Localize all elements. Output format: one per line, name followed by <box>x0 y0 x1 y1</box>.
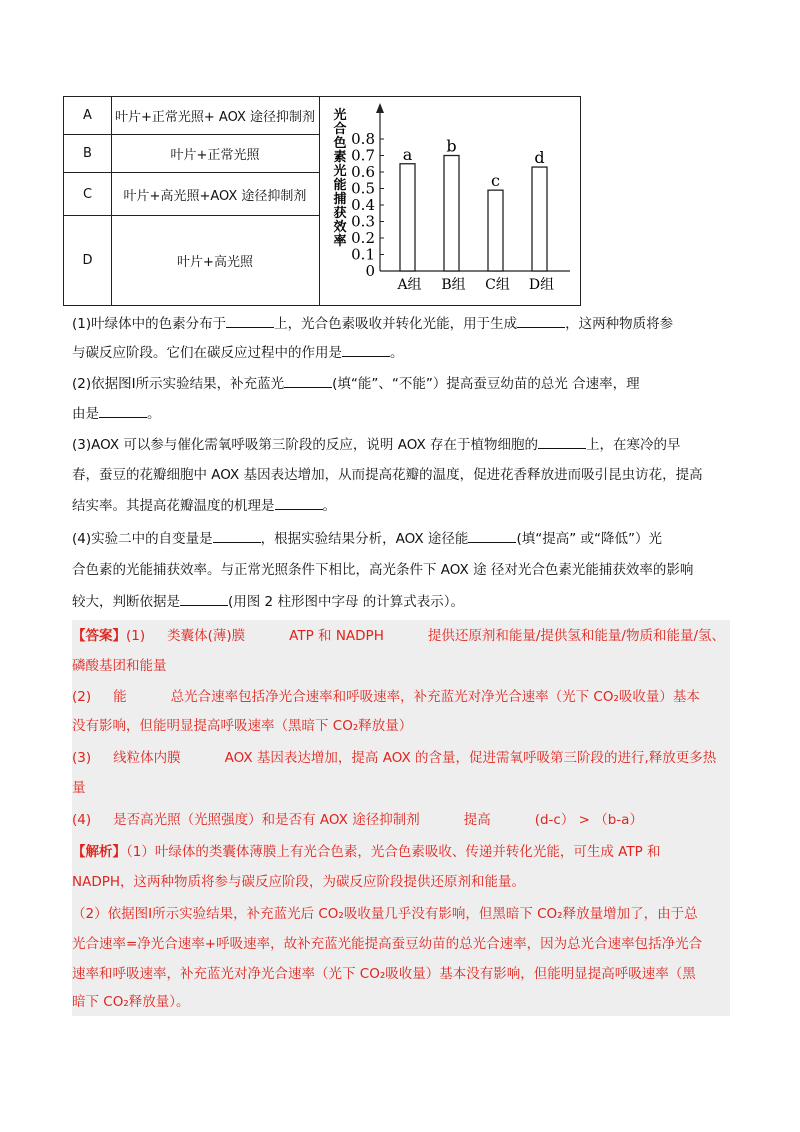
q2-text-c: 由是 <box>72 406 99 422</box>
analysis-line-6 <box>72 992 730 1012</box>
table-row <box>64 173 319 216</box>
q4-text-d: 合色素的光能捕获效率。与正常光照条件下相比，高光条件下 AOX 途 径对光合色素光能捕获效率的影响 <box>72 562 694 578</box>
bar <box>400 164 415 271</box>
answer-line-7 <box>72 810 730 830</box>
analysis-line-5 <box>72 964 730 984</box>
y-axis-label-char: 获 <box>333 206 347 221</box>
y-axis-arrow <box>376 103 384 113</box>
answer-2-3: 没有影响，但能明显提高呼吸速率（黑暗下 CO₂释放量） <box>72 718 413 734</box>
table-row <box>64 97 319 135</box>
question-1-cont <box>72 342 732 363</box>
bar-label: a <box>402 144 413 164</box>
group-id: B <box>64 135 112 172</box>
bar-label: d <box>534 148 545 168</box>
x-category-label: B组 <box>441 277 466 293</box>
analysis-2b: 光合速率=净光合速率+呼吸速率，故补充蓝光能提高蚕豆幼苗的总光合速率，因为总光合速率包括净光合 <box>72 936 703 952</box>
blank <box>517 313 565 328</box>
answer-line-6 <box>72 778 730 798</box>
x-category-label: A组 <box>397 277 422 293</box>
group-desc: 叶片+高光照 <box>177 255 253 270</box>
question-3 <box>72 434 732 455</box>
blank <box>342 342 390 357</box>
q4-text-c: (填“提高” 或“降低”）光 <box>516 531 662 547</box>
answer-3-2: AOX 基因表达增加，提高 AOX 的含量，促进需氧呼吸第三阶段的进行,释放更多热 <box>224 750 717 766</box>
q3-text-c: 春，蚕豆的花瓣细胞中 AOX 基因表达增加，从而提高花瓣的温度，促进花香释放进而吸引昆虫访花，提高 <box>72 467 703 483</box>
analysis-1b: NADPH，这两种物质将参与碳反应阶段，为碳反应阶段提供还原剂和能量。 <box>72 874 526 890</box>
question-4-cont2 <box>72 591 732 612</box>
bar-chart <box>320 97 580 305</box>
blank <box>226 313 274 328</box>
answer-3-3: 量 <box>72 780 86 796</box>
analysis-1a: （1）叶绿体的类囊体薄膜上有光合色素，光合色素吸收、传递并转化光能，可生成 ATP 和 <box>126 844 661 860</box>
q4-text-a: (4)实验二中的自变量是 <box>72 531 213 547</box>
blank <box>284 373 332 388</box>
answer-line-2 <box>72 656 730 676</box>
answer-1-1: 类囊体(薄)膜 <box>167 628 246 644</box>
y-tick-label: 0.5 <box>351 179 375 198</box>
answer-num: (3) <box>72 750 92 766</box>
blank <box>213 528 261 543</box>
y-axis-label-char: 素 <box>333 150 347 165</box>
y-axis-label-char: 色 <box>333 136 347 151</box>
table-row <box>64 135 319 173</box>
answer-label: 【答案】 <box>72 628 126 644</box>
question-4 <box>72 528 732 549</box>
group-desc: 叶片+正常光照 <box>170 148 260 163</box>
group-id: C <box>64 173 112 215</box>
y-tick-label: 0.3 <box>351 212 375 231</box>
bar <box>488 190 503 271</box>
q1-text-d: 与碳反应阶段。它们在碳反应过程中的作用是 <box>72 345 342 361</box>
q1-text-c: ，这两种物质将参 <box>565 316 674 332</box>
q2-text-b: (填“能”、“不能”）提高蚕豆幼苗的总光 合速率，理 <box>332 376 640 392</box>
y-tick-label: 0.7 <box>351 146 375 165</box>
answer-block <box>72 620 730 1016</box>
y-axis-label-char: 光 <box>333 164 347 179</box>
answer-1-2: ATP 和 NADPH <box>289 628 384 644</box>
y-axis-label-char: 效 <box>333 220 347 235</box>
answer-4-3: (d-c） > （b-a） <box>534 812 643 828</box>
answer-line-4 <box>72 716 730 736</box>
blank <box>99 403 147 418</box>
bars <box>400 137 547 272</box>
x-categories <box>396 277 554 293</box>
question-2-cont <box>72 403 732 424</box>
question-1 <box>72 313 732 334</box>
x-category-label: C组 <box>485 277 510 293</box>
question-2 <box>72 373 732 394</box>
answer-line-3 <box>72 687 730 707</box>
answer-4-1: 是否高光照（光照强度）和是否有 AOX 途径抑制剂 <box>113 812 420 828</box>
y-axis-label-char: 率 <box>333 234 347 249</box>
analysis-line-3 <box>72 904 730 924</box>
q2-text-a: (2)依据图Ⅰ所示实验结果，补充蓝光 <box>72 376 285 392</box>
y-tick-label: 0.2 <box>351 229 375 247</box>
answer-line-1 <box>72 626 730 646</box>
y-ticks <box>351 130 384 280</box>
y-axis-label-char: 捕 <box>333 192 347 207</box>
analysis-line-2 <box>72 872 730 892</box>
group-desc: 叶片+高光照+AOX 途径抑制剂 <box>123 188 307 204</box>
bar <box>532 167 547 271</box>
analysis-2a: （2）依据图Ⅰ所示实验结果，补充蓝光后 CO₂吸收量几乎没有影响，但黑暗下 CO₂释放量增加了，由于总 <box>72 906 698 922</box>
group-id: A <box>64 97 112 134</box>
q3-text-a: (3)AOX 可以参与催化需氧呼吸第三阶段的反应，说明 AOX 存在于植物细胞的 <box>72 437 539 453</box>
blank <box>275 495 323 510</box>
analysis-line-1 <box>72 842 730 862</box>
analysis-2c: 速率和呼吸速率，补充蓝光对净光合速率（光下 CO₂吸收量）基本没有影响，但能明显提高呼吸速率（黑 <box>72 966 696 982</box>
group-id: D <box>64 216 112 305</box>
y-tick-label: 0.6 <box>351 163 375 181</box>
analysis-line-4 <box>72 934 730 954</box>
y-axis-label-char: 能 <box>333 178 347 193</box>
analysis-2d: 暗下 CO₂释放量）。 <box>72 994 190 1010</box>
y-tick-label: 0 <box>365 262 375 280</box>
answer-num: (4) <box>72 812 92 828</box>
answer-num: (2) <box>72 689 92 705</box>
answer-1-4: 磷酸基团和能量 <box>72 658 167 674</box>
experiment-table <box>63 96 581 306</box>
q3-text-b: 上，在寒冷的早 <box>586 437 681 453</box>
question-4-cont <box>72 560 732 580</box>
answer-num: (1) <box>126 628 146 644</box>
y-axis-label <box>332 107 346 249</box>
answer-line-5 <box>72 748 730 768</box>
q3-text-d: 结实率。其提高花瓣温度的机理是 <box>72 498 275 514</box>
q1-text-a: (1)叶绿体中的色素分布于 <box>72 316 227 332</box>
bar-label: b <box>446 136 457 156</box>
q2-text-d: 。 <box>147 406 161 422</box>
x-category-label: D组 <box>528 277 555 293</box>
y-tick-label: 0.1 <box>351 245 375 264</box>
table-row <box>64 216 319 305</box>
y-axis-label-char: 光 <box>333 108 347 123</box>
answer-2-1: 能 <box>113 689 127 705</box>
q1-text-e: 。 <box>390 345 404 361</box>
question-3-cont2 <box>72 495 732 516</box>
q4-text-f: (用图 2 柱形图中字母 的计算式表示）。 <box>228 594 464 610</box>
answer-2-2: 总光合速率包括净光合速率和呼吸速率，补充蓝光对净光合速率（光下 CO₂吸收量）基本 <box>170 689 700 705</box>
bar <box>444 156 459 272</box>
y-tick-label: 0.4 <box>351 196 375 214</box>
blank <box>180 591 228 606</box>
blank <box>468 528 516 543</box>
y-axis-label-char: 合 <box>333 122 347 137</box>
q1-text-b: 上，光合色素吸收并转化光能，用于生成 <box>274 316 518 332</box>
q4-text-b: ，根据实验结果分析，AOX 途径能 <box>260 531 469 547</box>
blank <box>538 434 586 449</box>
bar-label: c <box>491 171 500 191</box>
y-tick-label: 0.8 <box>351 130 375 148</box>
q3-text-e: 。 <box>322 498 336 514</box>
q4-text-e: 较大，判断依据是 <box>72 594 180 610</box>
group-desc: 叶片+正常光照+ AOX 途径抑制剂 <box>114 110 316 125</box>
answer-4-2: 提高 <box>463 812 491 828</box>
answer-3-1: 线粒体内膜 <box>113 750 181 766</box>
analysis-label: 【解析】 <box>72 844 126 860</box>
question-3-cont <box>72 465 732 485</box>
answer-1-3: 提供还原剂和能量/提供氢和能量/物质和能量/氢、 <box>427 628 726 644</box>
